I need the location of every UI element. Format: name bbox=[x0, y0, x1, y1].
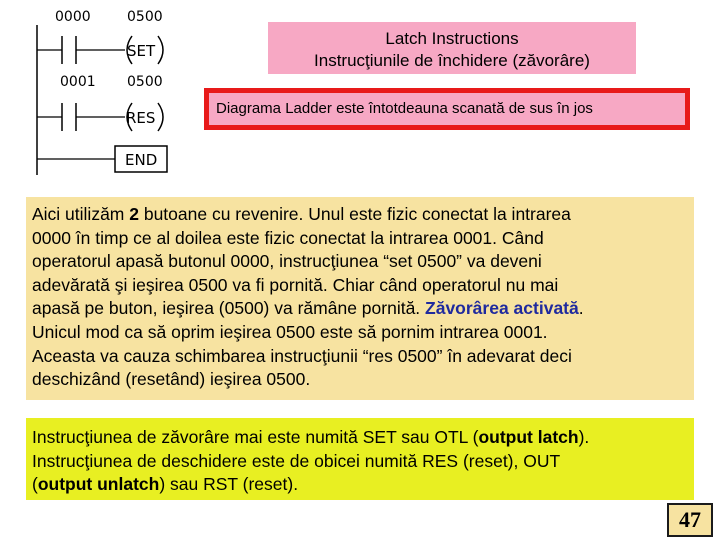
naming-line-3: (output unlatch) sau RST (reset). bbox=[32, 474, 299, 495]
scan-note: Diagrama Ladder este întotdeauna scanată de sus în jos bbox=[204, 88, 690, 130]
rung2-no-contact bbox=[62, 103, 76, 131]
page-number: 47 bbox=[667, 503, 713, 537]
naming-line-1: Instrucţiunea de zăvorâre mai este numită SET sau OTL (output latch). bbox=[32, 427, 590, 447]
explanation-line-4: adevărată şi ieşirea 0500 va fi pornită. Chiar când operatorul nu mai bbox=[32, 274, 559, 295]
explanation-line-7: Aceasta va cauza schimbarea instrucţiunii “res 0500” în adevarat deci bbox=[32, 345, 572, 366]
rung1-set-coil bbox=[127, 36, 163, 64]
title-line-1: Latch Instructions bbox=[385, 29, 519, 48]
explanation-line-2: 0000 în timp ce al doilea este fizic conectat la intrarea 0001. Când bbox=[32, 227, 544, 248]
title-line-2: Instrucţiunile de închidere (zăvorâre) bbox=[314, 51, 590, 70]
explanation-line-5: apasă pe buton, ieşirea (0500) va rămâne pornită. Zăvorârea activată. bbox=[32, 298, 584, 319]
title-box bbox=[268, 22, 636, 74]
rung2-coil-label: RES bbox=[126, 109, 156, 127]
explanation-line-8: deschizând (resetând) ieşirea 0500. bbox=[32, 369, 311, 390]
naming-line-2: Instrucţiunea de deschidere este de obicei numită RES (reset), OUT bbox=[32, 450, 561, 471]
rung2-contact-address: 0001 bbox=[60, 74, 96, 90]
ladder-diagram bbox=[0, 0, 200, 185]
button-count: 2 bbox=[129, 204, 139, 224]
output-unlatch-term: output unlatch bbox=[37, 474, 160, 495]
rung2-coil-address: 0500 bbox=[127, 74, 163, 90]
rung1-coil-address: 0500 bbox=[127, 9, 163, 25]
explanation-box bbox=[26, 197, 694, 400]
end-label: END bbox=[125, 151, 158, 169]
latch-activated-highlight: Zăvorârea activată bbox=[425, 298, 579, 319]
explanation-line-6: Unicul mod ca să oprim ieşirea 0500 este să pornim intrarea 0001. bbox=[32, 321, 548, 342]
explanation-line-3: operatorul apasă butonul 0000, instrucţiunea “set 0500” va deveni bbox=[32, 251, 542, 272]
end-instruction bbox=[115, 146, 167, 172]
naming-note-box bbox=[26, 418, 694, 500]
rung1-no-contact bbox=[62, 36, 76, 64]
rung2-res-coil bbox=[126, 103, 163, 131]
rung1-coil-label: SET bbox=[127, 42, 156, 60]
rung1-contact-address: 0000 bbox=[55, 9, 91, 25]
explanation-line-1: Aici utilizăm 2 butoane cu revenire. Unul este fizic conectat la intrarea bbox=[32, 204, 571, 224]
output-latch-term: output latch bbox=[478, 427, 579, 447]
